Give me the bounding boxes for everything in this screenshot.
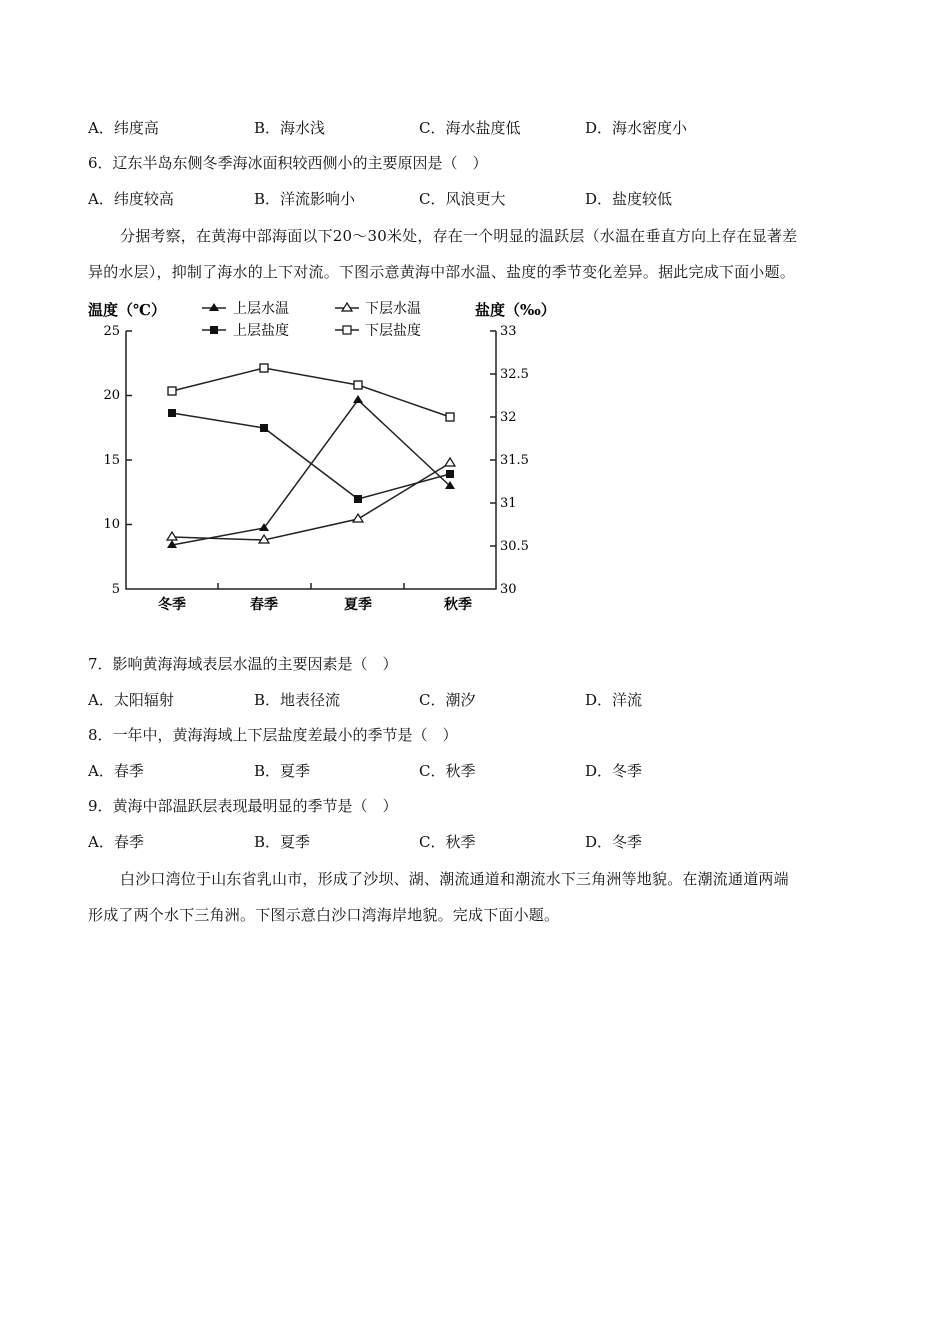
q8-option-a[interactable]: A．春季	[88, 762, 144, 780]
q5-option-d[interactable]: D．海水密度小	[585, 119, 688, 137]
svg-text:5: 5	[111, 582, 120, 597]
q9-option-d[interactable]: D．冬季	[585, 833, 643, 851]
q8-stem: 8．一年中，黄海海域上下层盐度差最小的季节是（ ）	[88, 726, 458, 744]
svg-text:33: 33	[500, 324, 517, 339]
intro2-line2: 形成了两个水下三角洲。下图示意白沙口湾海岸地貌。完成下面小题。	[88, 906, 560, 924]
svg-text:31: 31	[500, 496, 517, 511]
q9-option-b[interactable]: B．夏季	[254, 833, 311, 851]
q8-option-d[interactable]: D．冬季	[585, 762, 643, 780]
q9-stem: 9．黄海中部温跃层表现最明显的季节是（ ）	[88, 797, 398, 815]
q6-stem: 6．辽东半岛东侧冬季海冰面积较西侧小的主要原因是（ ）	[88, 154, 488, 172]
q5-option-c[interactable]: C．海水盐度低	[419, 119, 521, 137]
q6-option-a[interactable]: A．纬度较高	[88, 190, 174, 208]
q8-option-b[interactable]: B．夏季	[254, 762, 311, 780]
intro2-line1: 白沙口湾位于山东省乳山市，形成了沙坝、湖、潮流通道和潮流水下三角洲等地貌。在潮流通道两端	[120, 870, 789, 888]
legend-upper-salinity	[202, 322, 289, 339]
intro1-line2: 异的水层），抑制了海水的上下对流。下图示意黄海中部水温、盐度的季节变化差异。据此完成下面小题。	[88, 263, 795, 281]
svg-text:31.5: 31.5	[500, 453, 529, 468]
svg-text:10: 10	[103, 517, 120, 532]
series-upper-salinity	[168, 409, 454, 503]
q7-option-a[interactable]: A．太阳辐射	[88, 691, 174, 709]
q7-stem: 7．影响黄海海域表层水温的主要因素是（ ）	[88, 655, 398, 673]
axes	[126, 331, 496, 589]
svg-text:32: 32	[500, 410, 517, 425]
q6-option-d[interactable]: D．盐度较低	[585, 190, 673, 208]
svg-text:上层水温: 上层水温	[233, 301, 289, 317]
temperature-salinity-chart	[80, 295, 580, 625]
series-lower-salinity	[168, 364, 454, 421]
q9-option-a[interactable]: A．春季	[88, 833, 144, 851]
q7-option-d[interactable]: D．洋流	[585, 691, 643, 709]
series-lower-temperature	[167, 458, 455, 543]
q7-option-c[interactable]: C．潮汐	[419, 691, 476, 709]
intro1-line1: 分据考察，在黄海中部海面以下20～30米处，存在一个明显的温跃层（水温在垂直方向上存在显著差	[120, 227, 798, 245]
svg-text:夏季: 夏季	[344, 597, 372, 613]
q5-option-a[interactable]: A．纬度高	[88, 119, 159, 137]
right-axis-ticks	[500, 324, 529, 597]
q6-option-c[interactable]: C．风浪更大	[419, 190, 506, 208]
svg-text:20: 20	[103, 388, 120, 403]
svg-text:秋季: 秋季	[444, 597, 472, 613]
q5-option-b[interactable]: B．海水浅	[254, 119, 326, 137]
q7-option-b[interactable]: B．地表径流	[254, 691, 341, 709]
legend-upper-temp	[202, 300, 289, 317]
svg-text:下层水温: 下层水温	[365, 301, 421, 317]
right-axis-title: 盐度（‰）	[475, 301, 556, 319]
svg-text:15: 15	[103, 453, 120, 468]
x-axis-categories	[158, 596, 472, 613]
legend	[202, 300, 421, 339]
left-axis-ticks	[103, 324, 120, 597]
svg-text:30.5: 30.5	[500, 539, 529, 554]
svg-text:30: 30	[500, 582, 517, 597]
svg-text:冬季: 冬季	[158, 597, 186, 613]
legend-lower-salinity	[335, 322, 421, 339]
svg-text:25: 25	[103, 324, 120, 339]
legend-lower-temp	[335, 300, 421, 317]
svg-text:32.5: 32.5	[500, 367, 529, 382]
svg-text:春季: 春季	[250, 597, 278, 613]
q9-option-c[interactable]: C．秋季	[419, 833, 476, 851]
q6-option-b[interactable]: B．洋流影响小	[254, 190, 356, 208]
svg-text:下层盐度: 下层盐度	[365, 323, 421, 339]
series-upper-temperature	[167, 395, 455, 548]
svg-text:上层盐度: 上层盐度	[233, 323, 289, 339]
left-axis-title: 温度（℃）	[88, 301, 166, 319]
q8-option-c[interactable]: C．秋季	[419, 762, 476, 780]
